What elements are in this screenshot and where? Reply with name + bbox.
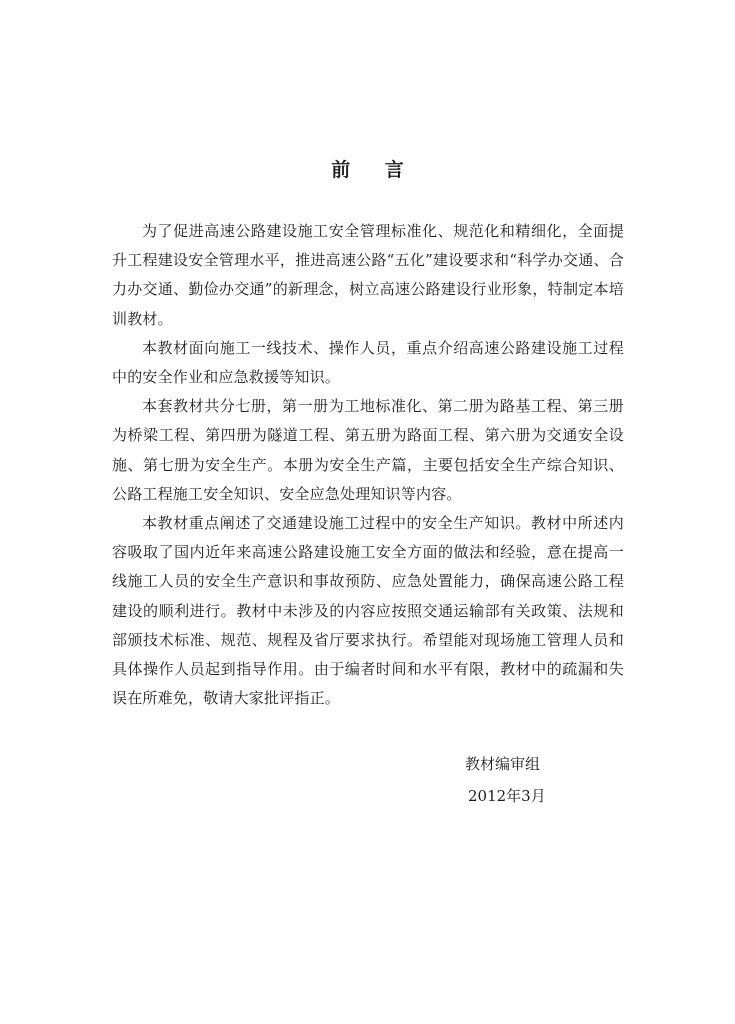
paragraph-series-structure: 本套教材共分七册，第一册为工地标准化、第二册为路基工程、第三册为桥梁工程、第四册为隧道工程、第五册为路面工程、第六册为交通安全设施、第七册为安全生产。本册为安全生产篇，主要包括安全生产综合知识、公路工程施工安全知识、安全应急处理知识等内容。 xyxy=(112,397,624,503)
page-title: 前 言 xyxy=(331,159,418,181)
preface-body xyxy=(112,217,624,713)
signature-organization: 教材编审组 xyxy=(465,755,541,773)
signature-date: 2012年3月 xyxy=(468,787,546,805)
paragraph-purpose: 为了促进高速公路建设施工安全管理标准化、规范化和精细化，全面提升工程建设安全管理水平，推进高速公路“五化”建设要求和“科学办交通、合力办交通、勤俭办交通”的新理念，树立高速公路建设行业形象，特制定本培训教材。 xyxy=(112,222,624,328)
paragraph-audience: 本教材面向施工一线技术、操作人员，重点介绍高速公路建设施工过程中的安全作业和应急救援等知识。 xyxy=(112,338,624,387)
paragraph-content-summary: 本教材重点阐述了交通建设施工过程中的安全生产知识。教材中所述内容吸取了国内近年来高速公路建设施工安全方面的做法和经验，意在提高一线施工人员的安全生产意识和事故预防、应急处置能力，确保高速公路工程建设的顺利进行。教材中未涉及的内容应按照交通运输部有关政策、法规和部颁技术标准、规范、规程及省厅要求执行。希望能对现场施工管理人员和具体操作人员起到指导作用。由于编者时间和水平有限，教材中的疏漏和失误在所难免，敬请大家批评指正。 xyxy=(112,514,624,708)
